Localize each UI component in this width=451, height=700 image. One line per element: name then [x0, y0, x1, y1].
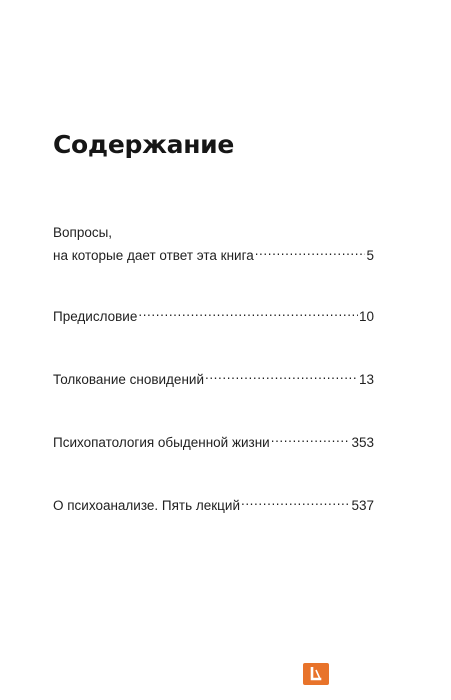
toc-entry-questions[interactable] [53, 224, 374, 265]
toc-entry-title: О психоанализе. Пять лекций [53, 498, 240, 513]
toc-page-number: 353 [351, 435, 374, 450]
toc-entry-line [53, 303, 374, 326]
dot-leader [205, 366, 358, 384]
dot-leader [241, 492, 350, 510]
toc-page-number: 13 [358, 372, 374, 387]
litres-logo-glyph [309, 667, 323, 681]
toc-entry-preface[interactable] [53, 303, 374, 326]
dot-leader [138, 303, 358, 321]
toc-entry-line [53, 429, 374, 452]
table-of-contents [53, 224, 374, 555]
page-title: Содержание [53, 130, 235, 159]
toc-entry-text-line: на которые дает ответ эта книга [53, 248, 254, 263]
toc-entry-line [53, 492, 374, 515]
toc-entry-title: Предисловие [53, 309, 138, 324]
toc-entry-psychoanalysis[interactable] [53, 492, 374, 515]
toc-entry-line [53, 366, 374, 389]
toc-page-number: 5 [366, 248, 374, 263]
toc-page-number: 537 [351, 498, 374, 513]
toc-entry-title: Толкование сновидений [53, 372, 204, 387]
toc-entry-dreams[interactable] [53, 366, 374, 389]
toc-entry-text-line: Вопросы, [53, 225, 113, 240]
litres-logo-icon [303, 663, 329, 685]
dot-leader [255, 242, 366, 260]
toc-entry-title: Психопатология обыденной жизни [53, 435, 270, 450]
toc-entry-psychopathology[interactable] [53, 429, 374, 452]
toc-page-number: 10 [358, 309, 374, 324]
dot-leader [271, 429, 351, 447]
toc-entry-line [53, 242, 374, 265]
